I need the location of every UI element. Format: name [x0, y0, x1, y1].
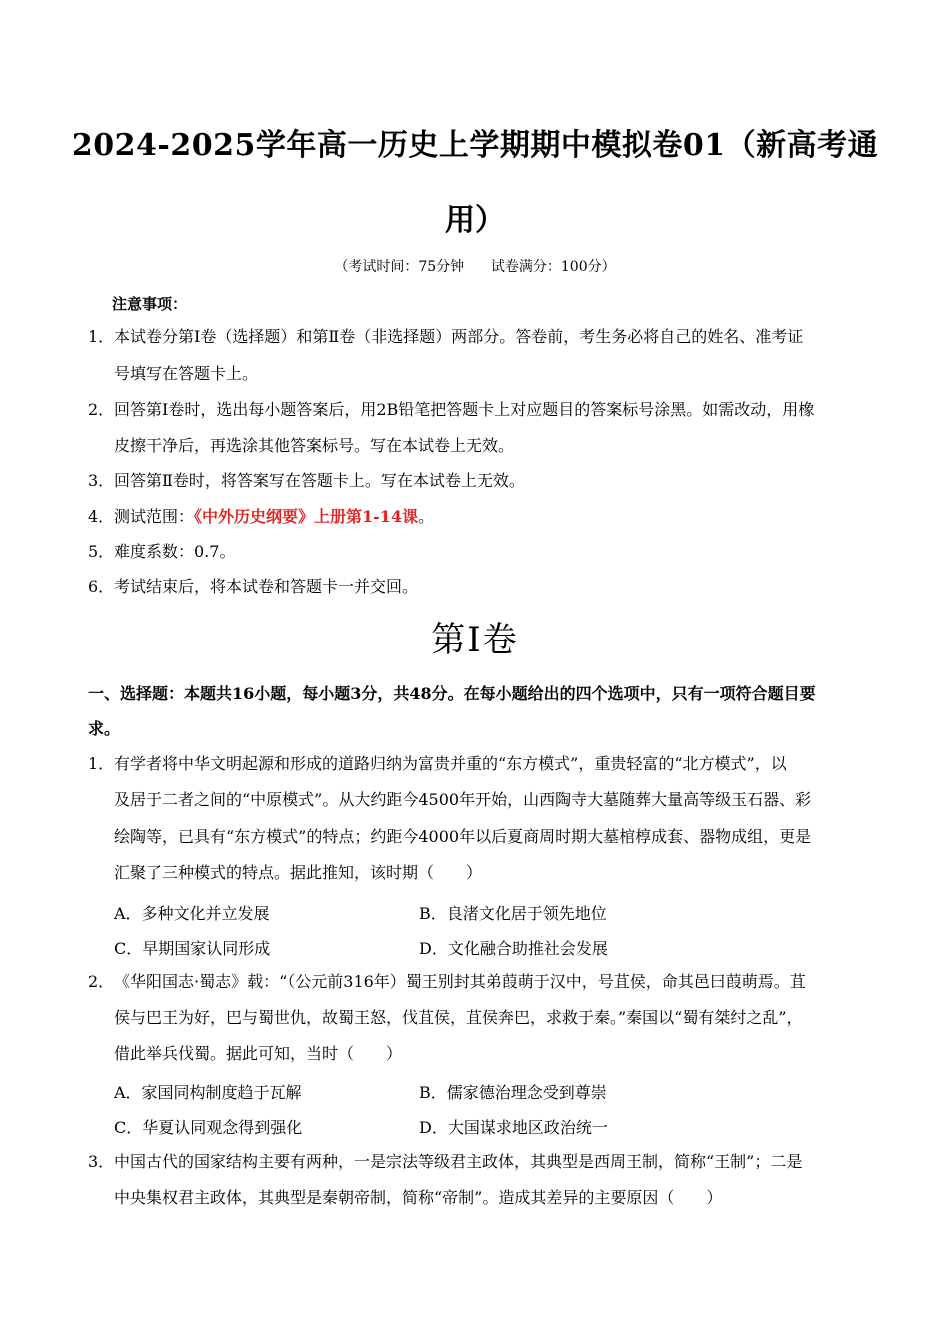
notice-item-1-cont: 号填写在答题卡上。	[114, 364, 259, 383]
notice-item-4	[88, 506, 435, 528]
notice-item-number: 1．	[88, 327, 115, 346]
volume-title: 第Ⅰ卷	[431, 620, 519, 660]
question-3	[88, 1151, 803, 1173]
notice-item-number: 3．	[88, 471, 115, 490]
question-text: 中国古代的国家结构主要有两种，一是宗法等级君主政体，其典型是西周王制，简称“王制”；二是	[114, 1152, 803, 1171]
notice-item-suffix: 。	[418, 507, 435, 526]
question-1-line-3: 绘陶等，已具有“东方模式”的特点；约距今4000年以后夏商周时期大墓棺椁成套、器物成组，更是	[114, 827, 812, 846]
question-2-option-b: B．儒家德治理念受到尊崇	[419, 1083, 607, 1102]
question-2	[88, 971, 806, 993]
question-text: 有学者将中华文明起源和形成的道路归纳为富贵并重的“东方模式”，重贵轻富的“北方模式”，以	[114, 754, 787, 773]
question-number: 3．	[88, 1152, 115, 1171]
section-heading-cont: 求。	[88, 719, 121, 738]
question-number: 1．	[88, 754, 115, 773]
test-scope-highlight: 《中外历史纲要》上册第1-14课	[194, 507, 419, 526]
notice-item-6	[88, 576, 419, 598]
question-1-line-2: 及居于二者之间的“中原模式”。从大约距今4500年开始，山西陶寺大墓随葬大量高等级玉石器、彩	[114, 790, 812, 809]
notice-item-number: 4．	[88, 507, 115, 526]
notice-heading: 注意事项：	[112, 295, 188, 313]
question-2-option-d: D．大国谋求地区政治统一	[419, 1118, 608, 1137]
question-number: 2．	[88, 972, 115, 991]
question-text: 《华阳国志·蜀志》载：“（公元前316年）蜀王别封其弟葭萌于汉中，号苴侯，命其邑曰葭萌焉。苴	[114, 972, 806, 991]
document-title-line1: 2024-2025学年高一历史上学期期中模拟卷01（新高考通	[71, 128, 879, 163]
exam-score: 试卷满分：100分）	[490, 259, 616, 275]
question-1	[88, 753, 787, 775]
document-title-line2: 用）	[445, 203, 505, 238]
question-2-line-3: 借此举兵伐蜀。据此可知，当时（ ）	[114, 1044, 403, 1063]
question-1-option-c: C．早期国家认同形成	[114, 939, 271, 958]
notice-item-1	[88, 326, 804, 348]
notice-item-3	[88, 470, 525, 492]
notice-item-text: 本试卷分第Ⅰ卷（选择题）和第Ⅱ卷（非选择题）两部分。答卷前，考生务必将自己的姓名、准考证	[114, 327, 804, 346]
notice-item-text: 难度系数：0.7。	[114, 542, 236, 561]
exam-time: （考试时间：75分钟	[334, 259, 465, 275]
question-1-line-4: 汇聚了三种模式的特点。据此推知，该时期（ ）	[114, 863, 483, 882]
notice-item-5	[88, 541, 236, 563]
notice-item-2-cont: 皮擦干净后，再选涂其他答案标号。写在本试卷上无效。	[114, 436, 515, 455]
question-1-option-d: D．文化融合助推社会发展	[419, 939, 608, 958]
question-2-option-c: C．华夏认同观念得到强化	[114, 1118, 303, 1137]
question-2-line-2: 侯与巴王为好，巴与蜀世仇，故蜀王怒，伐苴侯，苴侯奔巴，求救于秦。”秦国以“蜀有桀纣之乱”，	[114, 1008, 803, 1027]
question-2-option-a: A．家国同构制度趋于瓦解	[114, 1083, 302, 1102]
exam-meta	[0, 256, 950, 276]
notice-item-text: 考试结束后，将本试卷和答题卡一并交回。	[114, 577, 419, 596]
section-heading: 一、选择题：本题共16小题，每小题3分，共48分。在每小题给出的四个选项中，只有一项符合题目要	[88, 684, 816, 703]
notice-item-text: 测试范围：	[114, 507, 195, 526]
notice-item-number: 6．	[88, 577, 115, 596]
notice-item-number: 5．	[88, 542, 115, 561]
question-1-option-a: A．多种文化并立发展	[114, 904, 270, 923]
question-3-line-2: 中央集权君主政体，其典型是秦朝帝制，简称“帝制”。造成其差异的主要原因（ ）	[114, 1188, 723, 1207]
notice-item-2	[88, 399, 815, 421]
notice-item-text: 回答第Ⅰ卷时，选出每小题答案后，用2B铅笔把答题卡上对应题目的答案标号涂黑。如需改动，用橡	[114, 400, 815, 419]
notice-item-text: 回答第Ⅱ卷时，将答案写在答题卡上。写在本试卷上无效。	[114, 471, 525, 490]
question-1-option-b: B．良渚文化居于领先地位	[419, 904, 607, 923]
notice-item-number: 2．	[88, 400, 115, 419]
